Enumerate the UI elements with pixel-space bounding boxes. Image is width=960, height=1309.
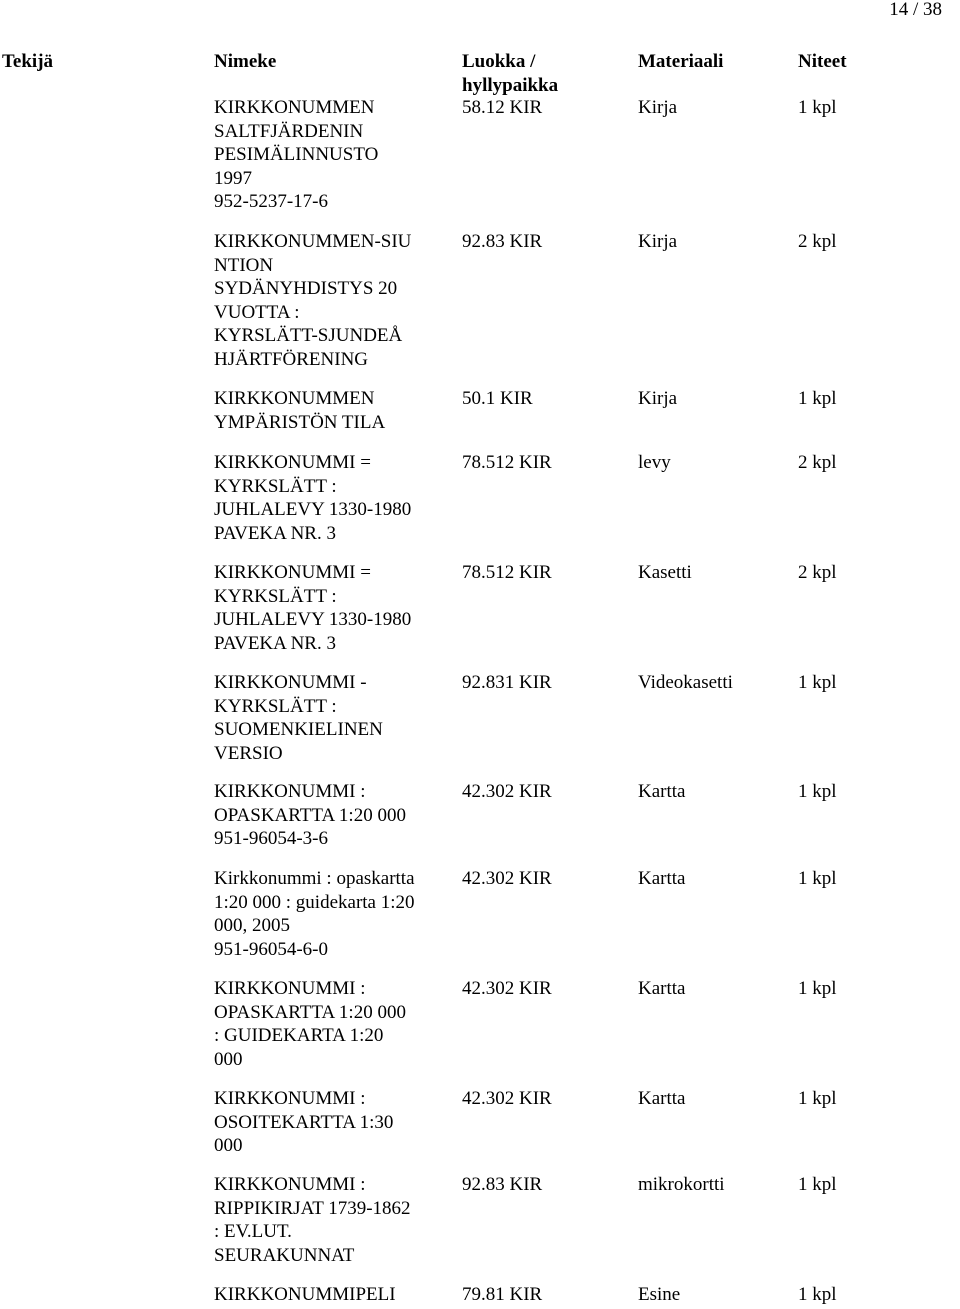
row-title: KIRKKONUMMEN-SIU NTION SYDÄNYHDISTYS 20 VUOTTA : KYRSLÄTT-SJUNDEÅ HJÄRTFÖRENING bbox=[214, 231, 412, 370]
row-classification: 42.302 KIR bbox=[462, 978, 552, 999]
row-classification: 58.12 KIR bbox=[462, 97, 543, 118]
row-material: levy bbox=[638, 452, 671, 473]
column-header-material: Materiaali bbox=[638, 51, 724, 72]
row-material: Kartta bbox=[638, 781, 686, 802]
row-title: KIRKKONUMMI = KYRKSLÄTT : JUHLALEVY 1330-1980 PAVEKA NR. 3 bbox=[214, 562, 412, 654]
row-classification: 92.831 KIR bbox=[462, 672, 552, 693]
row-copies: 1 kpl bbox=[798, 978, 837, 999]
row-title: KIRKKONUMMEN SALTFJÄRDENIN PESIMÄLINNUSTO 1997 952-5237-17-6 bbox=[214, 97, 379, 212]
column-header-title: Nimeke bbox=[214, 51, 277, 72]
row-material: mikrokortti bbox=[638, 1174, 725, 1195]
row-title: KIRKKONUMMI = KYRKSLÄTT : JUHLALEVY 1330-1980 PAVEKA NR. 3 bbox=[214, 452, 412, 544]
row-copies: 1 kpl bbox=[798, 781, 837, 802]
row-classification: 42.302 KIR bbox=[462, 868, 552, 889]
row-title: KIRKKONUMMI : OPASKARTTA 1:20 000 : GUIDEKARTA 1:20 000 bbox=[214, 978, 406, 1070]
row-material: Kartta bbox=[638, 1088, 686, 1109]
row-material: Kasetti bbox=[638, 562, 692, 583]
row-classification: 42.302 KIR bbox=[462, 781, 552, 802]
row-title: Kirkkonummi : opaskartta 1:20 000 : guidekarta 1:20 000, 2005 951-96054-6-0 bbox=[214, 868, 415, 960]
row-copies: 1 kpl bbox=[798, 672, 837, 693]
row-copies: 1 kpl bbox=[798, 1088, 837, 1109]
row-copies: 2 kpl bbox=[798, 452, 837, 473]
row-classification: 92.83 KIR bbox=[462, 231, 543, 252]
row-title: KIRKKONUMMI : RIPPIKIRJAT 1739-1862 : EV.LUT. SEURAKUNNAT bbox=[214, 1174, 411, 1266]
row-copies: 1 kpl bbox=[798, 1174, 837, 1195]
row-classification: 42.302 KIR bbox=[462, 1088, 552, 1109]
row-title: KIRKKONUMMI : OPASKARTTA 1:20 000 951-96054-3-6 bbox=[214, 781, 406, 849]
column-header-classification: Luokka / hyllypaikka bbox=[462, 51, 559, 96]
row-material: Kartta bbox=[638, 868, 686, 889]
row-copies: 2 kpl bbox=[798, 231, 837, 252]
row-material: Kirja bbox=[638, 388, 678, 409]
row-copies: 1 kpl bbox=[798, 868, 837, 889]
row-copies: 1 kpl bbox=[798, 1284, 837, 1305]
row-material: Esine bbox=[638, 1284, 681, 1305]
row-copies: 2 kpl bbox=[798, 562, 837, 583]
column-header-copies: Niteet bbox=[798, 51, 847, 72]
column-header-author: Tekijä bbox=[2, 51, 54, 72]
row-copies: 1 kpl bbox=[798, 388, 837, 409]
page-number: 14 / 38 bbox=[889, 0, 942, 20]
row-title: KIRKKONUMMEN YMPÄRISTÖN TILA bbox=[214, 388, 386, 433]
row-material: Kirja bbox=[638, 97, 678, 118]
row-material: Kartta bbox=[638, 978, 686, 999]
row-classification: 78.512 KIR bbox=[462, 452, 552, 473]
row-material: Kirja bbox=[638, 231, 678, 252]
row-title: KIRKKONUMMIPELI bbox=[214, 1284, 396, 1305]
row-classification: 79.81 KIR bbox=[462, 1284, 543, 1305]
row-copies: 1 kpl bbox=[798, 97, 837, 118]
row-material: Videokasetti bbox=[638, 672, 733, 693]
row-classification: 92.83 KIR bbox=[462, 1174, 543, 1195]
row-title: KIRKKONUMMI - KYRKSLÄTT : SUOMENKIELINEN VERSIO bbox=[214, 672, 383, 764]
row-title: KIRKKONUMMI : OSOITEKARTTA 1:30 000 bbox=[214, 1088, 394, 1156]
row-classification: 78.512 KIR bbox=[462, 562, 552, 583]
row-classification: 50.1 KIR bbox=[462, 388, 533, 409]
